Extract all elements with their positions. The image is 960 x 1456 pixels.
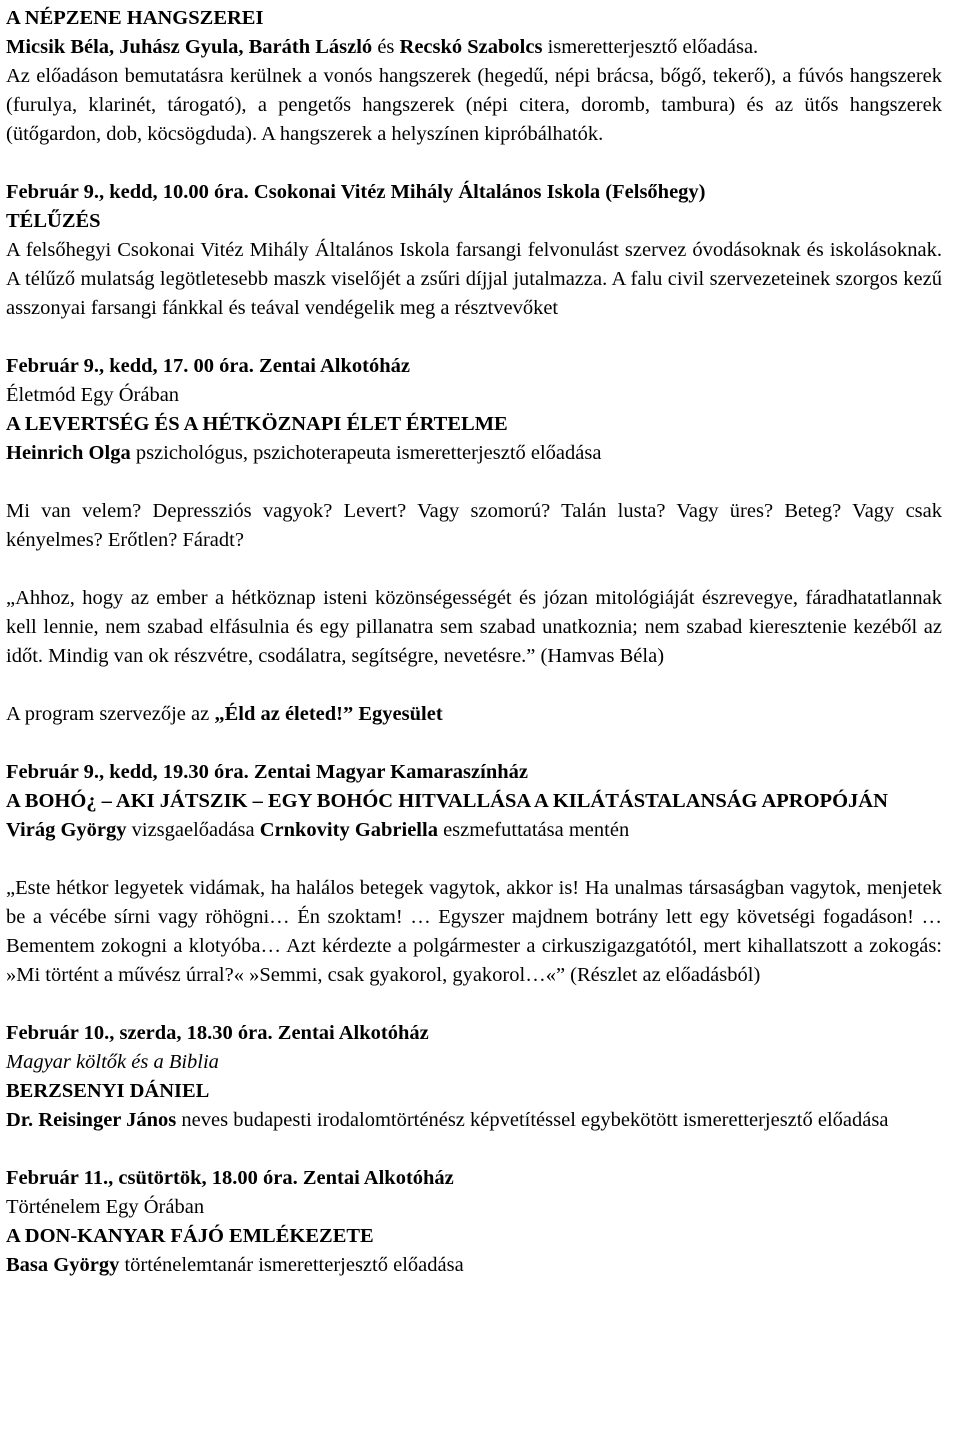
event-series: Életmód Egy Órában [6, 384, 180, 406]
section-title: A NÉPZENE HANGSZEREI [6, 7, 264, 29]
event-questions: Mi van velem? Depressziós vagyok? Levert? Vagy szomorú? Talán lusta? Vagy üres? Beteg? Vagy csak kényelmes? Erőtlen? Fáradt? [6, 500, 942, 551]
speaker-name: Basa György [6, 1254, 120, 1276]
event-venue: Csokonai Vitéz Mihály Általános Iskola (Felsőhegy) [248, 181, 706, 203]
event-datetime: Február 9., kedd, 17. 00 óra. [6, 355, 254, 377]
event-datetime-line [6, 1164, 942, 1193]
performers-line: Micsik Béla, Juhász Gyula, Baráth László és Recskó Szabolcs ismeretterjesztő előadása. [6, 36, 759, 58]
event-performers-line: Virág György vizsgaelőadása Crnkovity Gabriella eszmefuttatása mentén [6, 819, 630, 841]
event-venue: Zentai Magyar Kamaraszínház [248, 761, 528, 783]
organizer-name: „Éld az életed!” Egyesület [214, 703, 443, 725]
event-description: A felsőhegyi Csokonai Vitéz Mihály Általános Iskola farsangi felvonulást szervez óvodásoknak és iskolásoknak. A télűző mulatság legötletesebb maszk viselőjét a zsűri díjjal jutalmazza. A falu civil szervezeteinek szorgos kezű asszonyai farsangi fánkkal és teával vendégelik meg a résztvevőket [6, 239, 942, 319]
speaker-name: Heinrich Olga [6, 442, 131, 464]
event-datetime: Február 9., kedd, 19.30 óra. [6, 761, 249, 783]
event-venue: Zentai Alkotóház [272, 1022, 429, 1044]
section-description: Az előadáson bemutatásra kerülnek a vonós hangszerek (hegedű, népi brácsa, bőgő, tekerő), a fúvós hangszerek (furulya, klarinét, tárogató), a pengetős hangszerek (népi citera, doromb, tambura) és az ütős hangszerek (ütőgardon, dob, köcsögduda). A hangszerek a helyszínen kipróbálhatók. [6, 65, 942, 145]
event-datetime: Február 10., szerda, 18.30 óra. [6, 1022, 273, 1044]
event-datetime: Február 11., csütörtök, 18.00 óra. [6, 1167, 298, 1189]
event-title: A LEVERTSÉG ÉS A HÉTKÖZNAPI ÉLET ÉRTELME [6, 413, 508, 435]
event-venue: Zentai Alkotóház [297, 1167, 454, 1189]
event-venue: Zentai Alkotóház [253, 355, 410, 377]
performer-name: Virág György [6, 819, 127, 841]
event-title: A DON-KANYAR FÁJÓ EMLÉKEZETE [6, 1225, 374, 1247]
event-series: Történelem Egy Órában [6, 1196, 205, 1218]
event-title: TÉLŰZÉS [6, 210, 101, 232]
event-datetime-line [6, 178, 942, 207]
performer-names: Micsik Béla, Juhász Gyula, Baráth László [6, 36, 373, 58]
event-datetime-line [6, 1019, 942, 1048]
event-speaker-line: Heinrich Olga pszichológus, pszichoterapeuta ismeretterjesztő előadása [6, 442, 602, 464]
event-quote: „Este hétkor legyetek vidámak, ha halálos betegek vagytok, akkor is! Ha unalmas társaságban vagytok, menjetek be a vécébe sírni vagy röhögni… Én szoktam! … Egyszer majdnem botrány lett egy követségi fogadáson! … Bementem zokogni a klotyóba… Azt kérdezte a polgármester a cirkuszigazgatótól, mert kihallatszott a zokogás: »Mi történt a művész úrral?« »Semmi, csak gyakorol, gyakorol…«” (Részlet az előadásból) [6, 877, 942, 986]
speaker-name: Dr. Reisinger János [6, 1109, 177, 1131]
event-title: A BOHÓ¿ – AKI JÁTSZIK – EGY BOHÓC HITVALLÁSA A KILÁTÁSTALANSÁG APROPÓJÁN [6, 790, 888, 812]
event-datetime-line [6, 352, 942, 381]
event-series: Magyar költők és a Biblia [6, 1051, 219, 1073]
performer-name: Crnkovity Gabriella [259, 819, 438, 841]
event-datetime-line [6, 758, 942, 787]
event-quote: „Ahhoz, hogy az ember a hétköznap isteni közönségességét és józan mitológiáját észrevegye, fáradhatatlannak kell lennie, nem szabad elfásulnia és egy pillanatra sem szabad unatkoznia; nem szabad kieresztenie kezéből az időt. Mindig van ok részvétre, csodálatra, segítségre, nevetésre.” (Hamvas Béla) [6, 587, 942, 667]
event-organizer: A program szervezője az „Éld az életed!” Egyesület [6, 703, 443, 725]
event-title: BERZSENYI DÁNIEL [6, 1080, 210, 1102]
event-speaker-line: Basa György történelemtanár ismeretterjesztő előadása [6, 1254, 464, 1276]
performer-name: Recskó Szabolcs [399, 36, 543, 58]
event-datetime: Február 9., kedd, 10.00 óra. [6, 181, 249, 203]
event-speaker-line: Dr. Reisinger János neves budapesti irodalomtörténész képvetítéssel egybekötött ismeretterjesztő előadása [6, 1109, 889, 1131]
